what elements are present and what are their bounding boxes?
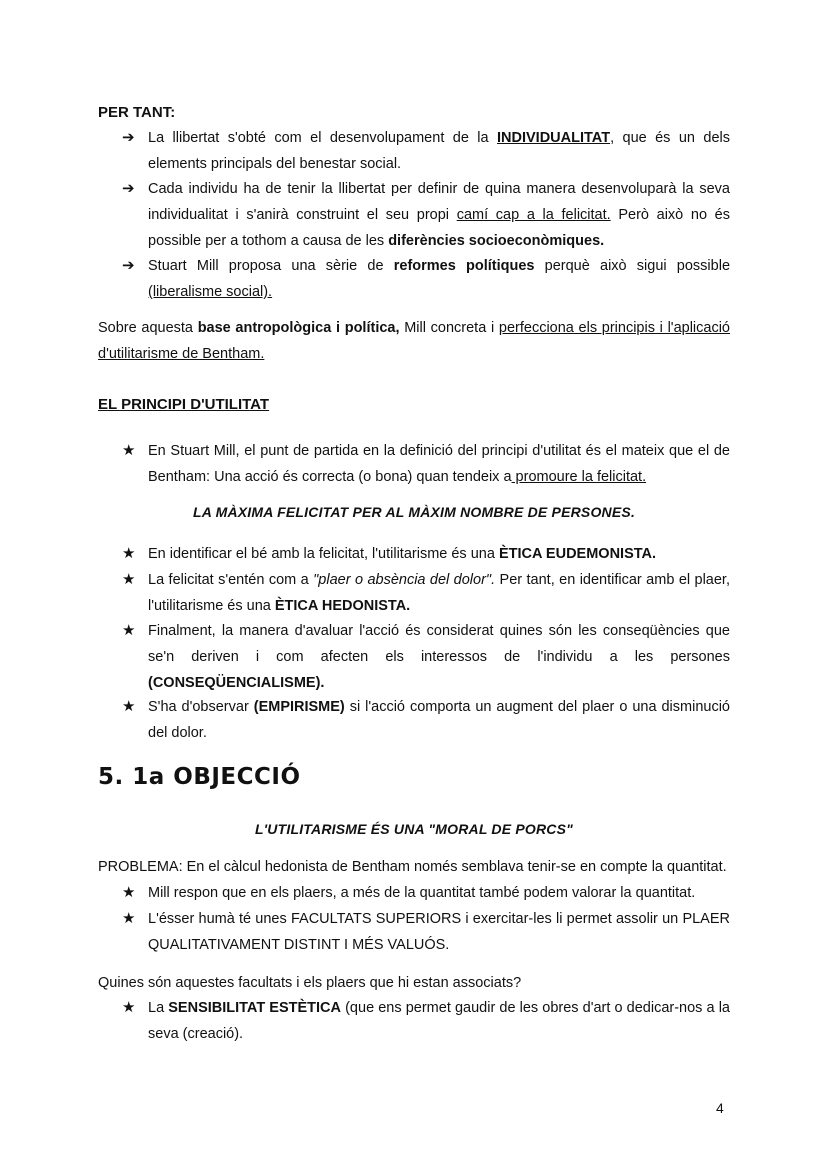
- list-item: ★ L'ésser humà té unes FACULTATS SUPERIORS i exercitar-les li permet assolir un PLAER QUALITATIVAMENT DISTINT I MÉS VALUÓS.: [122, 906, 730, 958]
- star-icon: ★: [122, 571, 136, 588]
- star-icon: ★: [122, 999, 136, 1016]
- list-item: ★ La SENSIBILITAT ESTÈTICA (que ens permet gaudir de les obres d'art o dedicar-nos a la seva (creació).: [122, 995, 730, 1047]
- list-item: ★ S'ha d'observar (EMPIRISME) si l'acció comporta un augment del plaer o una disminució del dolor.: [122, 694, 730, 746]
- list-item: ★ Finalment, la manera d'avaluar l'acció és considerat quines són les conseqüències que se'n deriven i com afecten els interessos de l'individu a les persones (CONSEQÜENCIALISME).: [122, 618, 730, 696]
- star-icon: ★: [122, 545, 136, 562]
- heading-per-tant: PER TANT:: [98, 104, 176, 121]
- problem-paragraph: PROBLEMA: En el càlcul hedonista de Bentham només semblava tenir-se en compte la quantitat.: [98, 859, 727, 875]
- arrow-icon: ➔: [122, 180, 135, 197]
- list-item: ★ Mill respon que en els plaers, a més de la quantitat també podem valorar la quantitat.: [122, 880, 730, 906]
- arrow-icon: ➔: [122, 129, 135, 146]
- question-paragraph: Quines són aquestes facultats i els plaers que hi estan associats?: [98, 975, 522, 991]
- list-item: ★ En Stuart Mill, el punt de partida en la definició del principi d'utilitat és el mateix que el de Bentham: Una acció és correcta (o bona) quan tendeix a promoure la felicitat.: [122, 438, 730, 490]
- maxim-text: LA MÀXIMA FELICITAT PER AL MÀXIM NOMBRE DE PERSONES.: [192, 504, 636, 520]
- star-icon: ★: [122, 910, 136, 927]
- list-item: ➔ Cada individu ha de tenir la llibertat per definir de quina manera desenvoluparà la seva individualitat i s'anirà construint el seu propi camí cap a la felicitat. Però això no és possible per a tothom a causa de les diferències socioeconòmiques.: [122, 176, 730, 254]
- arrow-icon: ➔: [122, 257, 135, 274]
- page-number: 4: [716, 1100, 724, 1116]
- section-subtitle: L'UTILITARISME ÉS UNA "MORAL DE PORCS": [255, 821, 573, 837]
- star-icon: ★: [122, 442, 136, 459]
- list-item: ➔ La llibertat s'obté com el desenvolupament de la INDIVIDUALITAT, que és un dels elements principals del benestar social.: [122, 125, 730, 177]
- star-icon: ★: [122, 622, 136, 639]
- list-item: ➔ Stuart Mill proposa una sèrie de reformes polítiques perquè això sigui possible (liberalisme social).: [122, 253, 730, 305]
- list-item: ★ La felicitat s'entén com a "plaer o absència del dolor". Per tant, en identificar amb el plaer, l'utilitarisme és una ÈTICA HEDONISTA.: [122, 567, 730, 619]
- list-item: ★ En identificar el bé amb la felicitat, l'utilitarisme és una ÈTICA EUDEMONISTA.: [122, 541, 730, 567]
- star-icon: ★: [122, 698, 136, 715]
- heading-principi-utilitat: EL PRINCIPI D'UTILITAT: [98, 396, 270, 413]
- star-icon: ★: [122, 884, 136, 901]
- section-title: 5. 1a OBJECCIÓ: [98, 764, 301, 790]
- paragraph: Sobre aquesta base antropològica i política, Mill concreta i perfecciona els principis i l'aplicació d'utilitarisme de Bentham.: [98, 320, 730, 362]
